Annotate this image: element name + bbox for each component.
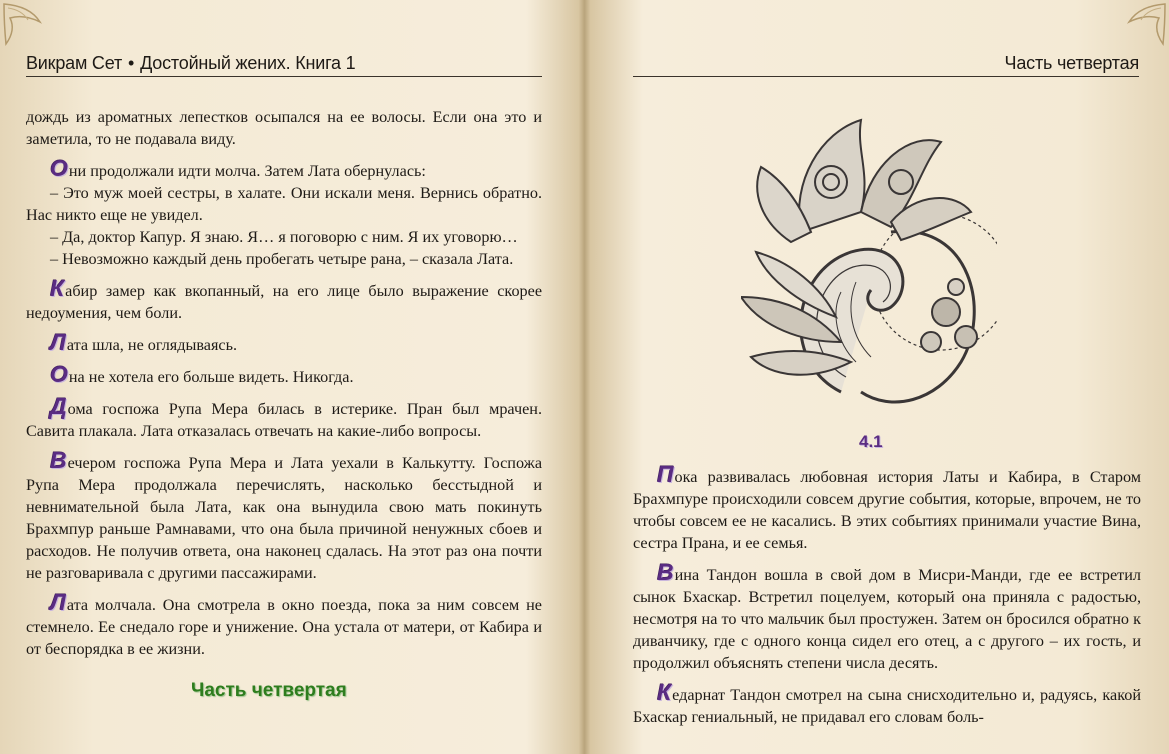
drop-cap: Л (50, 589, 66, 615)
header-author: Викрам Сет (26, 53, 122, 73)
running-header (633, 46, 1139, 77)
running-header (26, 46, 542, 77)
paisley-ornament-icon (741, 112, 997, 412)
header-book-title: Достойный жених. Книга 1 (140, 53, 356, 73)
paragraph: Дома госпожа Рупа Мера билась в истерике. Пран был мрачен. Савита плакала. Лата отказалась отвечать на какие-либо вопросы. (26, 393, 542, 440)
paragraph: Кедарнат Тандон смотрел на сына снисходительно и, радуясь, какой Бхаскар гениальный, не придавал его словам боль- (633, 679, 1141, 726)
paragraph: Вечером госпожа Рупа Мера и Лата уехали в Калькутту. Госпожа Рупа Мера продолжала перечислять, насколько бесстыдной и невнимательной была Лата, как она вынудила свою мать покинуть Брахмпур раньше Рамнавами, что она была причиной ненужных сбоев и расходов. Не получив ответа, она наконец сдалась. На этот раз она почти не разговаривала с другими пассажирами. (26, 447, 542, 582)
drop-cap: О (50, 361, 68, 387)
paragraph: дождь из ароматных лепестков осыпался на ее волосы. Если она это и заметила, то не подавала виду. (26, 108, 542, 148)
drop-cap: Д (50, 393, 67, 419)
drop-cap: К (50, 275, 65, 301)
header-part-title: Часть четвертая (1004, 53, 1139, 73)
drop-cap: Л (50, 329, 66, 355)
header-separator: • (128, 53, 135, 73)
paragraph: Они продолжали идти молча. Затем Лата обернулась: (50, 155, 426, 181)
part-title: Часть четвертая (191, 680, 347, 701)
left-page-text (26, 106, 542, 669)
drop-cap: О (50, 155, 68, 181)
paragraph: – Да, доктор Капур. Я знаю. Я… я поговорю с ним. Я их уговорю… (50, 228, 518, 246)
paragraph: Лата молчала. Она смотрела в окно поезда, пока за ним совсем не стемнело. Ее снедало горе и унижение. Она устала от матери, от Кабира и от беспорядка в ее жизни. (26, 589, 542, 658)
paragraph: – Невозможно каждый день пробегать четыре рана, – сказала Лата. (50, 250, 514, 268)
drop-cap: К (657, 679, 672, 705)
paragraph: Кабир замер как вкопанный, на его лице было выражение скорее недоумения, чем боли. (26, 275, 542, 322)
paragraph: Пока развивалась любовная история Латы и Кабира, в Старом Брахмпуре происходили совсем другие события, которые, впрочем, не то чтобы совсем ее не касались. В этих событиях принимали участие Вина, сестра Прана, и ее семья. (633, 461, 1141, 552)
paragraph: Она не хотела его больше видеть. Никогда. (50, 361, 354, 387)
right-page-text (633, 461, 1141, 737)
drop-cap: В (50, 447, 67, 473)
chapter-number: 4.1 (859, 432, 883, 451)
right-page (589, 0, 1169, 754)
drop-cap: П (657, 461, 674, 487)
paragraph: – Это муж моей сестры, в халате. Они искали меня. Вернись обратно. Нас никто еще не увидел. (26, 184, 542, 224)
drop-cap: В (657, 559, 674, 585)
paragraph: Лата шла, не оглядываясь. (50, 329, 238, 355)
left-page (0, 0, 580, 754)
paragraph: Вина Тандон вошла в свой дом в Мисри-Манди, где ее встретил сынок Бхаскар. Встретил поцелуем, который она приняла с радостью, несмотря на то что мальчик был простужен. Затем он бросился обратно к диванчику, где с одного конца сидел его отец, а с другого – их гость, и продолжил объяснять степени числа десять. (633, 559, 1141, 672)
